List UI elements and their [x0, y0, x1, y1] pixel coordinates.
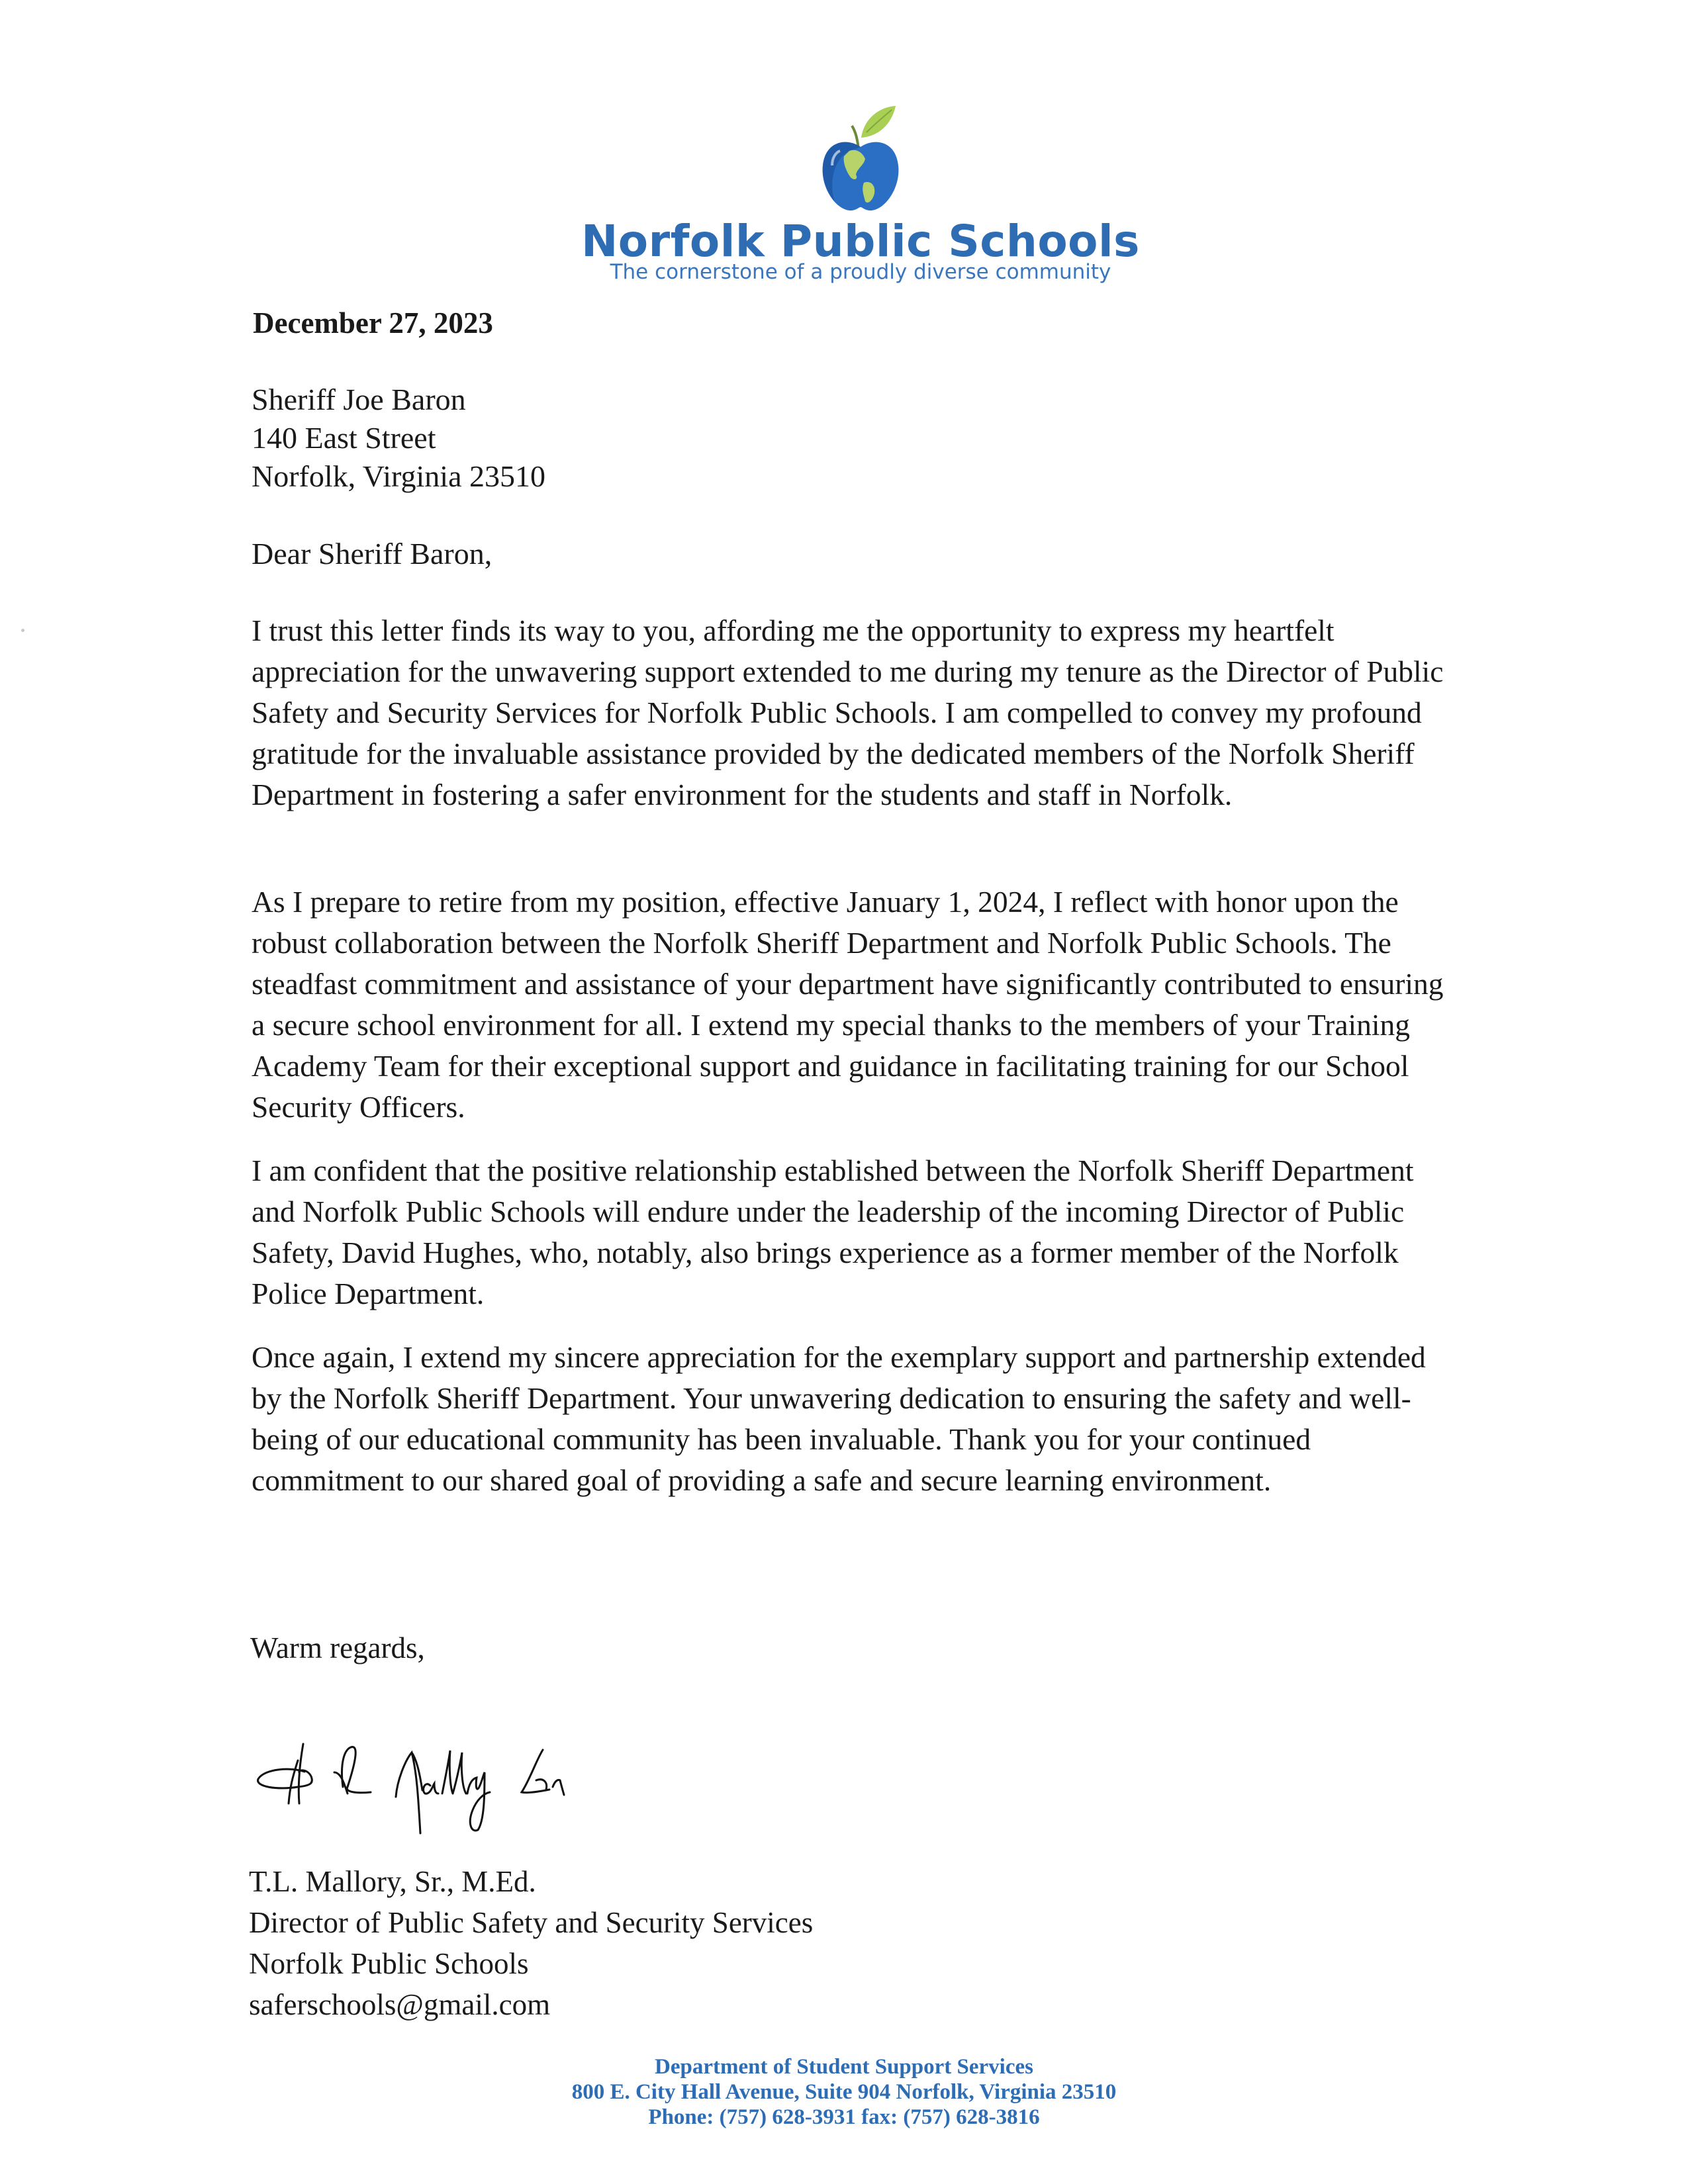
recipient-address	[252, 381, 545, 496]
footer-department: Department of Student Support Services	[655, 2055, 1033, 2079]
footer-contact: Phone: (757) 628-3931 fax: (757) 628-3816	[648, 2105, 1040, 2129]
apple-globe-icon	[818, 99, 904, 215]
handwritten-signature-icon	[252, 1721, 596, 1840]
letter-date: December 27, 2023	[253, 306, 493, 340]
body-paragraph: I am confident that the positive relationship established between the Norfolk Sheriff Department and Norfolk Public Schools will endure under the leadership of the incoming Director of Public Safety, David Hughes, who, notably, also brings experience as a former member of the Norfolk Police Department.	[252, 1154, 1414, 1310]
footer-address: 800 E. City Hall Avenue, Suite 904 Norfolk, Virginia 23510	[571, 2080, 1117, 2104]
organization-tagline: The cornerstone of a proudly diverse community	[610, 260, 1111, 284]
closing: Warm regards,	[250, 1631, 425, 1664]
signatory-email: saferschools@gmail.com	[249, 1988, 551, 2021]
recipient-street: 140 East Street	[252, 421, 436, 455]
organization-name: Norfolk Public Schools	[581, 216, 1140, 267]
body-paragraph: As I prepare to retire from my position, effective January 1, 2024, I reflect with honor upon the robust collaboration between the Norfolk Sheriff Department and Norfolk Public Schools. The steadfast commitment and assistance of your department have significantly contributed to ensuring a secure school environment for all. I extend my special thanks to the members of your Training Academy Team for their exceptional support and guidance in facilitating training for our School Security Officers.	[252, 885, 1444, 1124]
signatory-organization: Norfolk Public Schools	[249, 1947, 529, 1980]
body-paragraph: I trust this letter finds its way to you, affording me the opportunity to express my heartfelt appreciation for the unwavering support extended to me during my tenure as the Director of Public Safety and Security Services for Norfolk Public Schools. I am compelled to convey my profound gratitude for the invaluable assistance provided by the dedicated members of the Norfolk Sheriff Department in fostering a safer environment for the students and staff in Norfolk.	[252, 614, 1444, 811]
scan-artifact	[21, 629, 24, 632]
letter-footer	[0, 2054, 1688, 2130]
letterhead	[569, 99, 1152, 283]
body-paragraph: Once again, I extend my sincere appreciation for the exemplary support and partnership extended by the Norfolk Sheriff Department. Your unwavering dedication to ensuring the safety and well-being of our educational community has been invaluable. Thank you for your continued commitment to our shared goal of providing a safe and secure learning environment.	[252, 1340, 1426, 1497]
recipient-city: Norfolk, Virginia 23510	[252, 459, 546, 493]
recipient-name: Sheriff Joe Baron	[252, 383, 466, 416]
signatory-name: T.L. Mallory, Sr., M.Ed.	[249, 1865, 536, 1898]
signatory-block	[249, 1861, 813, 2025]
signatory-title: Director of Public Safety and Security Services	[249, 1906, 814, 1939]
salutation: Dear Sheriff Baron,	[252, 537, 492, 570]
